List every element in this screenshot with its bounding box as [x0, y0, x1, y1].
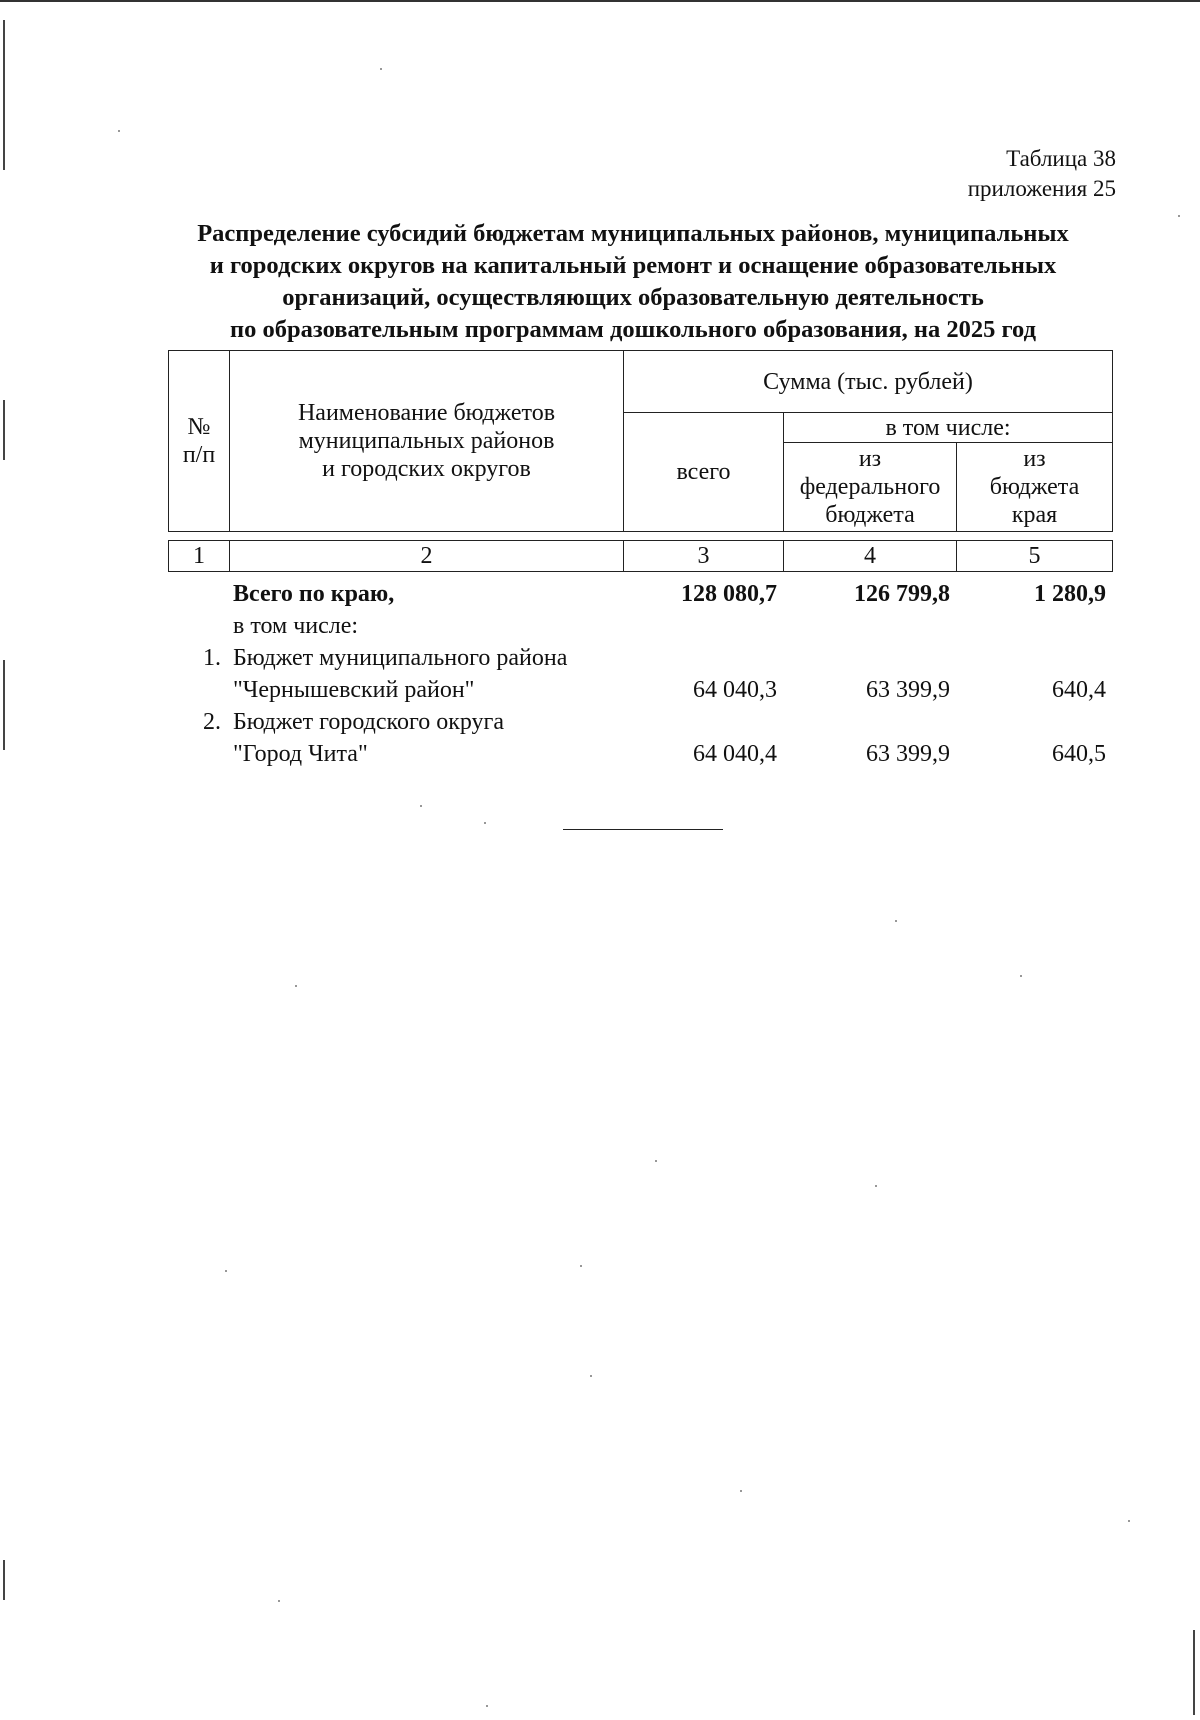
table-header: [168, 350, 1113, 532]
scan-right-edge: [1193, 1630, 1195, 1715]
scan-speck: [1020, 975, 1022, 977]
row-name: в том числе:: [233, 613, 359, 639]
table-row-including: [168, 610, 1112, 642]
table-row: [168, 642, 1112, 674]
scan-left-edge: [3, 660, 5, 750]
header-text: края: [1011, 502, 1058, 528]
table-row: [168, 706, 1112, 738]
scan-speck: [1128, 1520, 1130, 1522]
scan-speck: [590, 1375, 592, 1377]
row-regional-value: 640,4: [1052, 677, 1106, 703]
scan-speck: [484, 822, 486, 824]
header-text: и городских округов: [322, 456, 531, 482]
scan-speck: [278, 1600, 280, 1602]
header-text: из: [1023, 446, 1046, 472]
row-name: Всего по краю,: [233, 581, 395, 607]
header-text: п/п: [182, 442, 216, 468]
scan-left-edge: [3, 20, 5, 170]
scan-speck: [655, 1160, 657, 1162]
header-cell-federal: [784, 443, 957, 532]
row-total-value: 64 040,4: [693, 741, 777, 767]
row-name: Бюджет муниципального района: [233, 645, 568, 671]
row-name: Бюджет городского округа: [233, 709, 505, 735]
scan-speck: [895, 920, 897, 922]
column-number: 2: [230, 541, 624, 572]
row-regional-value: 640,5: [1052, 741, 1106, 767]
row-total-value: 64 040,3: [693, 677, 777, 703]
row-name: "Чернышевский район": [233, 677, 475, 703]
table-body: [168, 578, 1112, 770]
row-number: 1.: [203, 645, 221, 671]
column-number: 5: [957, 541, 1113, 572]
header-text: Наименование бюджетов: [297, 400, 556, 426]
row-number: 2.: [203, 709, 221, 735]
row-federal-value: 63 399,9: [866, 677, 950, 703]
header-cell-name: [230, 351, 624, 532]
scan-speck: [1178, 215, 1180, 217]
header-cell-sum: Сумма (тыс. рублей): [624, 351, 1113, 413]
title-line: по образовательным программам дошкольного образования, на 2025 год: [230, 316, 1036, 343]
scan-speck: [118, 130, 120, 132]
end-divider: [563, 829, 723, 830]
scan-speck: [380, 68, 382, 70]
header-text: муниципальных районов: [298, 428, 555, 454]
row-federal-value: 63 399,9: [866, 741, 950, 767]
row-total-value: 128 080,7: [681, 581, 777, 607]
header-cell-regional: [957, 443, 1113, 532]
document-title: [150, 218, 1116, 346]
header-text: из: [858, 446, 882, 472]
appendix-number: приложения 25: [967, 176, 1116, 201]
scan-speck: [420, 805, 422, 807]
scan-speck: [486, 1705, 488, 1707]
header-cell-including: в том числе:: [784, 413, 1113, 443]
scan-speck: [580, 1265, 582, 1267]
table-row-total: [168, 578, 1112, 610]
scan-left-edge: [3, 1560, 5, 1600]
title-line: Распределение субсидий бюджетам муниципальных районов, муниципальных: [197, 220, 1069, 247]
table-row-continuation: [168, 738, 1112, 770]
row-regional-value: 1 280,9: [1034, 581, 1106, 607]
title-line: и городских округов на капитальный ремонт и оснащение образовательных: [209, 252, 1057, 279]
column-number-row: [168, 540, 1113, 572]
column-number: 3: [624, 541, 784, 572]
scan-speck: [875, 1185, 877, 1187]
title-line: организаций, осуществляющих образовательную деятельность: [282, 284, 984, 311]
scan-speck: [295, 985, 297, 987]
scan-speck: [225, 1270, 227, 1272]
header-text: федерального: [799, 474, 941, 500]
header-text: бюджета: [989, 474, 1080, 500]
scan-speck: [740, 1490, 742, 1492]
header-cell-total: всего: [624, 413, 784, 532]
column-number: 4: [784, 541, 957, 572]
table-number: Таблица 38: [1006, 146, 1116, 171]
header-text: №: [187, 414, 211, 440]
table-reference: [968, 144, 1116, 204]
header-text: бюджета: [825, 502, 915, 528]
scan-left-edge: [3, 400, 5, 460]
scan-top-edge: [0, 0, 1200, 2]
row-federal-value: 126 799,8: [854, 581, 950, 607]
table-row-continuation: [168, 674, 1112, 706]
column-number: 1: [169, 541, 230, 572]
header-cell-number: [169, 351, 230, 532]
row-name: "Город Чита": [233, 741, 368, 767]
